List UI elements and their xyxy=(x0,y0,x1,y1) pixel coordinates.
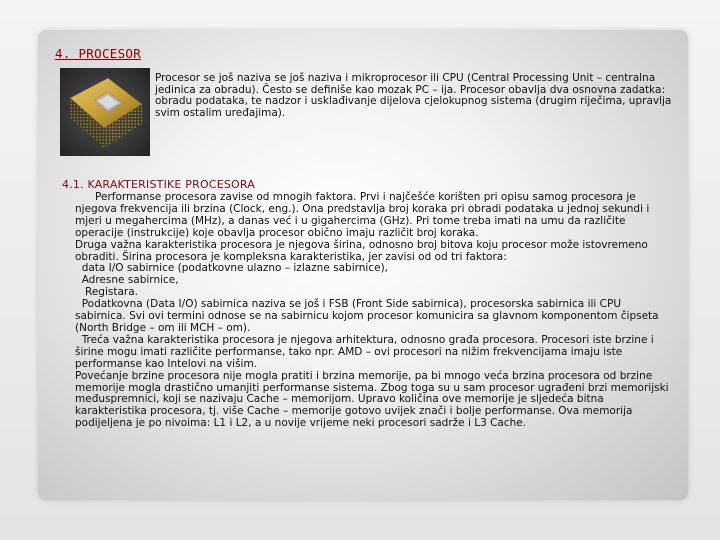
paragraph: Druga važna karakteristika procesora je njegova širina, odnosno broj bitova koju procesor može istovremeno obraditi. Širina procesora je kompleksna karakteristika, jer zavisi od od tri faktora: xyxy=(75,238,652,263)
paragraph: Povećanje brzine procesora nije mogla pratiti i brzina memorije, pa bi mnogo veća brzina procesora od brzine memorije mogla drastično umanjiti performanse sistema. Zbog toga su u sam procesor ugrađeni brzi memorijski međuspremnici, koji se nazivaju Cache – memorijom. Upravo količina ove memorije je sljedeća bitna karakteristika procesora, tj. više Cache – memorije gotovo uvijek znači i bolje performanse. Ova memorija podijeljena je po nivoima: L1 i L2, a u novije vrijeme neki procesori sadrže i L3 Cache. xyxy=(75,369,672,430)
paragraph: Performanse procesora zavise od mnogih faktora. Prvi i najčešće korišten pri opisu samog procesora je njegova frekvencija ili brzina (Clock, eng.). Ona predstavlja broj koraka pri obradi podataka u jednoj sekundi i mjeri u megahercima (MHz), a danas već i u gigahercima (GHz). Pri tome treba imati na umu da različite operacije (instrukcije) koje obavlja procesor obično imaju različit broj koraka. xyxy=(75,191,653,239)
cpu-chip-icon xyxy=(60,68,150,156)
intro-text: Procesor se još naziva se još naziva i mikroprocesor ili CPU (Central Processing Unit – centralna jedinica za obradu). Često se definiše kao mozak PC – ija. Procesor obavlja dva osnovna zadatka: obradu podataka, te nadzor i usklađivanje dijelova cjelokupnog sistema (drugim riječima, upravlja svim ostalim uređajima). xyxy=(155,72,672,119)
list-item: data I/O sabirnice (podatkovne ulazno – izlazne sabirnice), xyxy=(75,262,388,275)
section-heading: 4.1. KARAKTERISTIKE PROCESORA xyxy=(62,178,256,191)
list-item: Registara. xyxy=(75,286,138,299)
section-body xyxy=(75,192,675,430)
paragraph: Podatkovna (Data I/O) sabirnica naziva se još i FSB (Front Side sabirnica), procesorska sabirnica ili CPU sabirnica. Svi ovi termini odnose se na sabirnicu kojom procesor komunicira sa glavnom komponentom čipseta (North Bridge – om ili MCH – om). xyxy=(75,298,662,334)
slide-title: 4. PROCESOR xyxy=(55,46,142,61)
paragraph: Treća važna karakteristika procesora je njegova arhitektura, odnosno građa procesora. Procesori iste brzine i širine mogu imati različite performanse, tako npr. AMD – ovi procesori na nižim frekvencijama imaju iste performanse kao Intelovi na višim. xyxy=(75,333,658,370)
list-item: Adresne sabirnice, xyxy=(75,274,179,287)
